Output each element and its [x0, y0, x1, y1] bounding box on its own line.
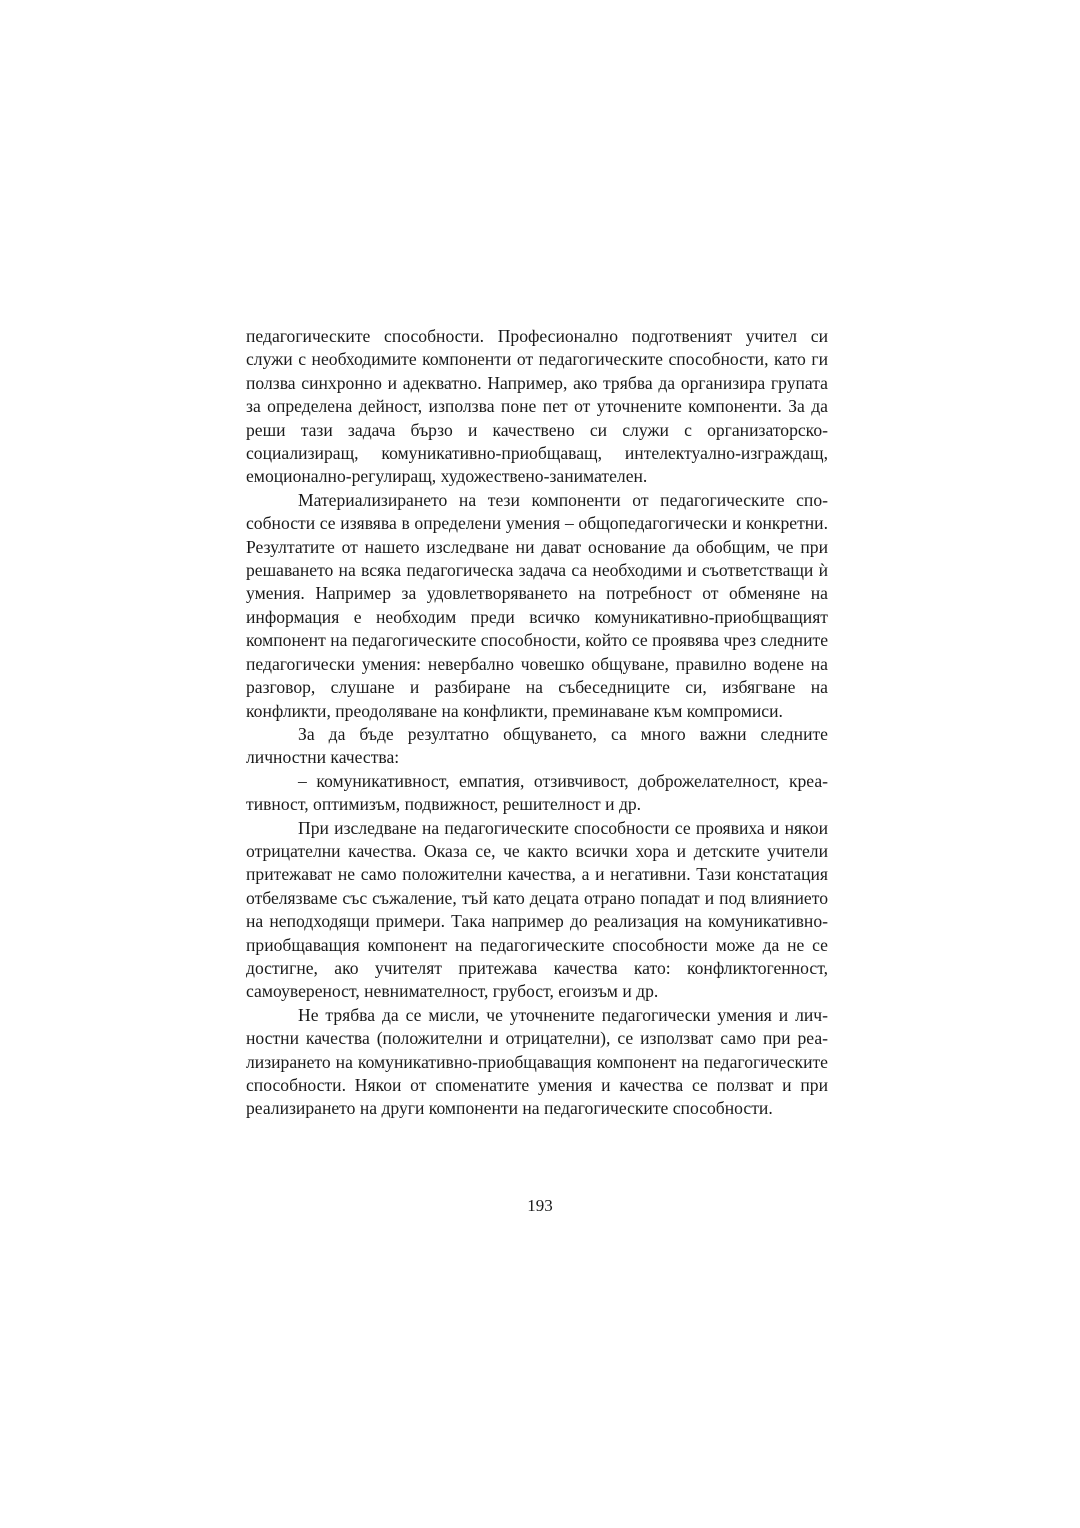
paragraph-6: Не трябва да се мисли, че уточнените педагогически умения и личностни качества (положителни и отрицателни), се използват само при реализирането на комуникативно-приобщаващия компонент на педагогическите способности. Някои от споменатите умения и качества се ползват и при реализирането на други компоненти на педагогическите способности.	[246, 1004, 828, 1119]
paragraph-1: педагогическите способности. Професионално подготвеният учител си служи с необходимите компоненти от педагогическите способности, като ги ползва синхронно и адекватно. Например, ако трябва да организира групата за определена дейност, използва поне пет от уточнените компоненти. За да реши тази задача бързо и качествено си служи с организаторско-социализиращ, комуникативно-приобщаващ, интелектуално-изграждащ, емоционално-регулиращ, художествено-занимателен.	[246, 326, 828, 487]
page-number: 193	[527, 1196, 553, 1215]
body-text	[246, 325, 828, 1121]
paragraph-3: За да бъде резултатно общуването, са много важни следните личностни качества:	[246, 723, 828, 768]
paragraph-2: Материализирането на тези компоненти от педагогическите способности се изявява в определени умения – общопедагогически и конкретни. Резултатите от нашето изследване ни дават основание да обобщим, че при решаването на всяка педагогическа задача са необходими и съответстващи ѝ умения. Например за удовлетворяването на потребност от обменяне на информация е необходим преди всичко комуникативно-приобщващият компонент на педагогическите способности, който се проявява чрез следните педагогически умения: невербално човешко общуване, правилно водене на разговор, слушане и разбиране на събеседниците си, избягване на конфликти, преодоляване на конфликти, преминаване към компромиси.	[246, 489, 828, 721]
paragraph-4: – комуникативност, емпатия, отзивчивост, доброжелателност, креативност, оптимизъм, подвижност, решителност и др.	[246, 770, 828, 815]
paragraph-5: При изследване на педагогическите способности се проявиха и някои отрицателни качества. Оказа се, че както всички хора и детските учители притежават не само положителни качества, а и негативни. Тази констатация отбелязваме със съжаление, тъй като децата отрано попадат и под влиянието на неподходящи примери. Така например до реализация на комуникативно-приобщаващия компонент на педагогическите способности може да не се достигне, ако учителят притежава качества като: конфликтогенност, самоувереност, невнимателност, грубост, егоизъм и др.	[246, 817, 828, 1002]
